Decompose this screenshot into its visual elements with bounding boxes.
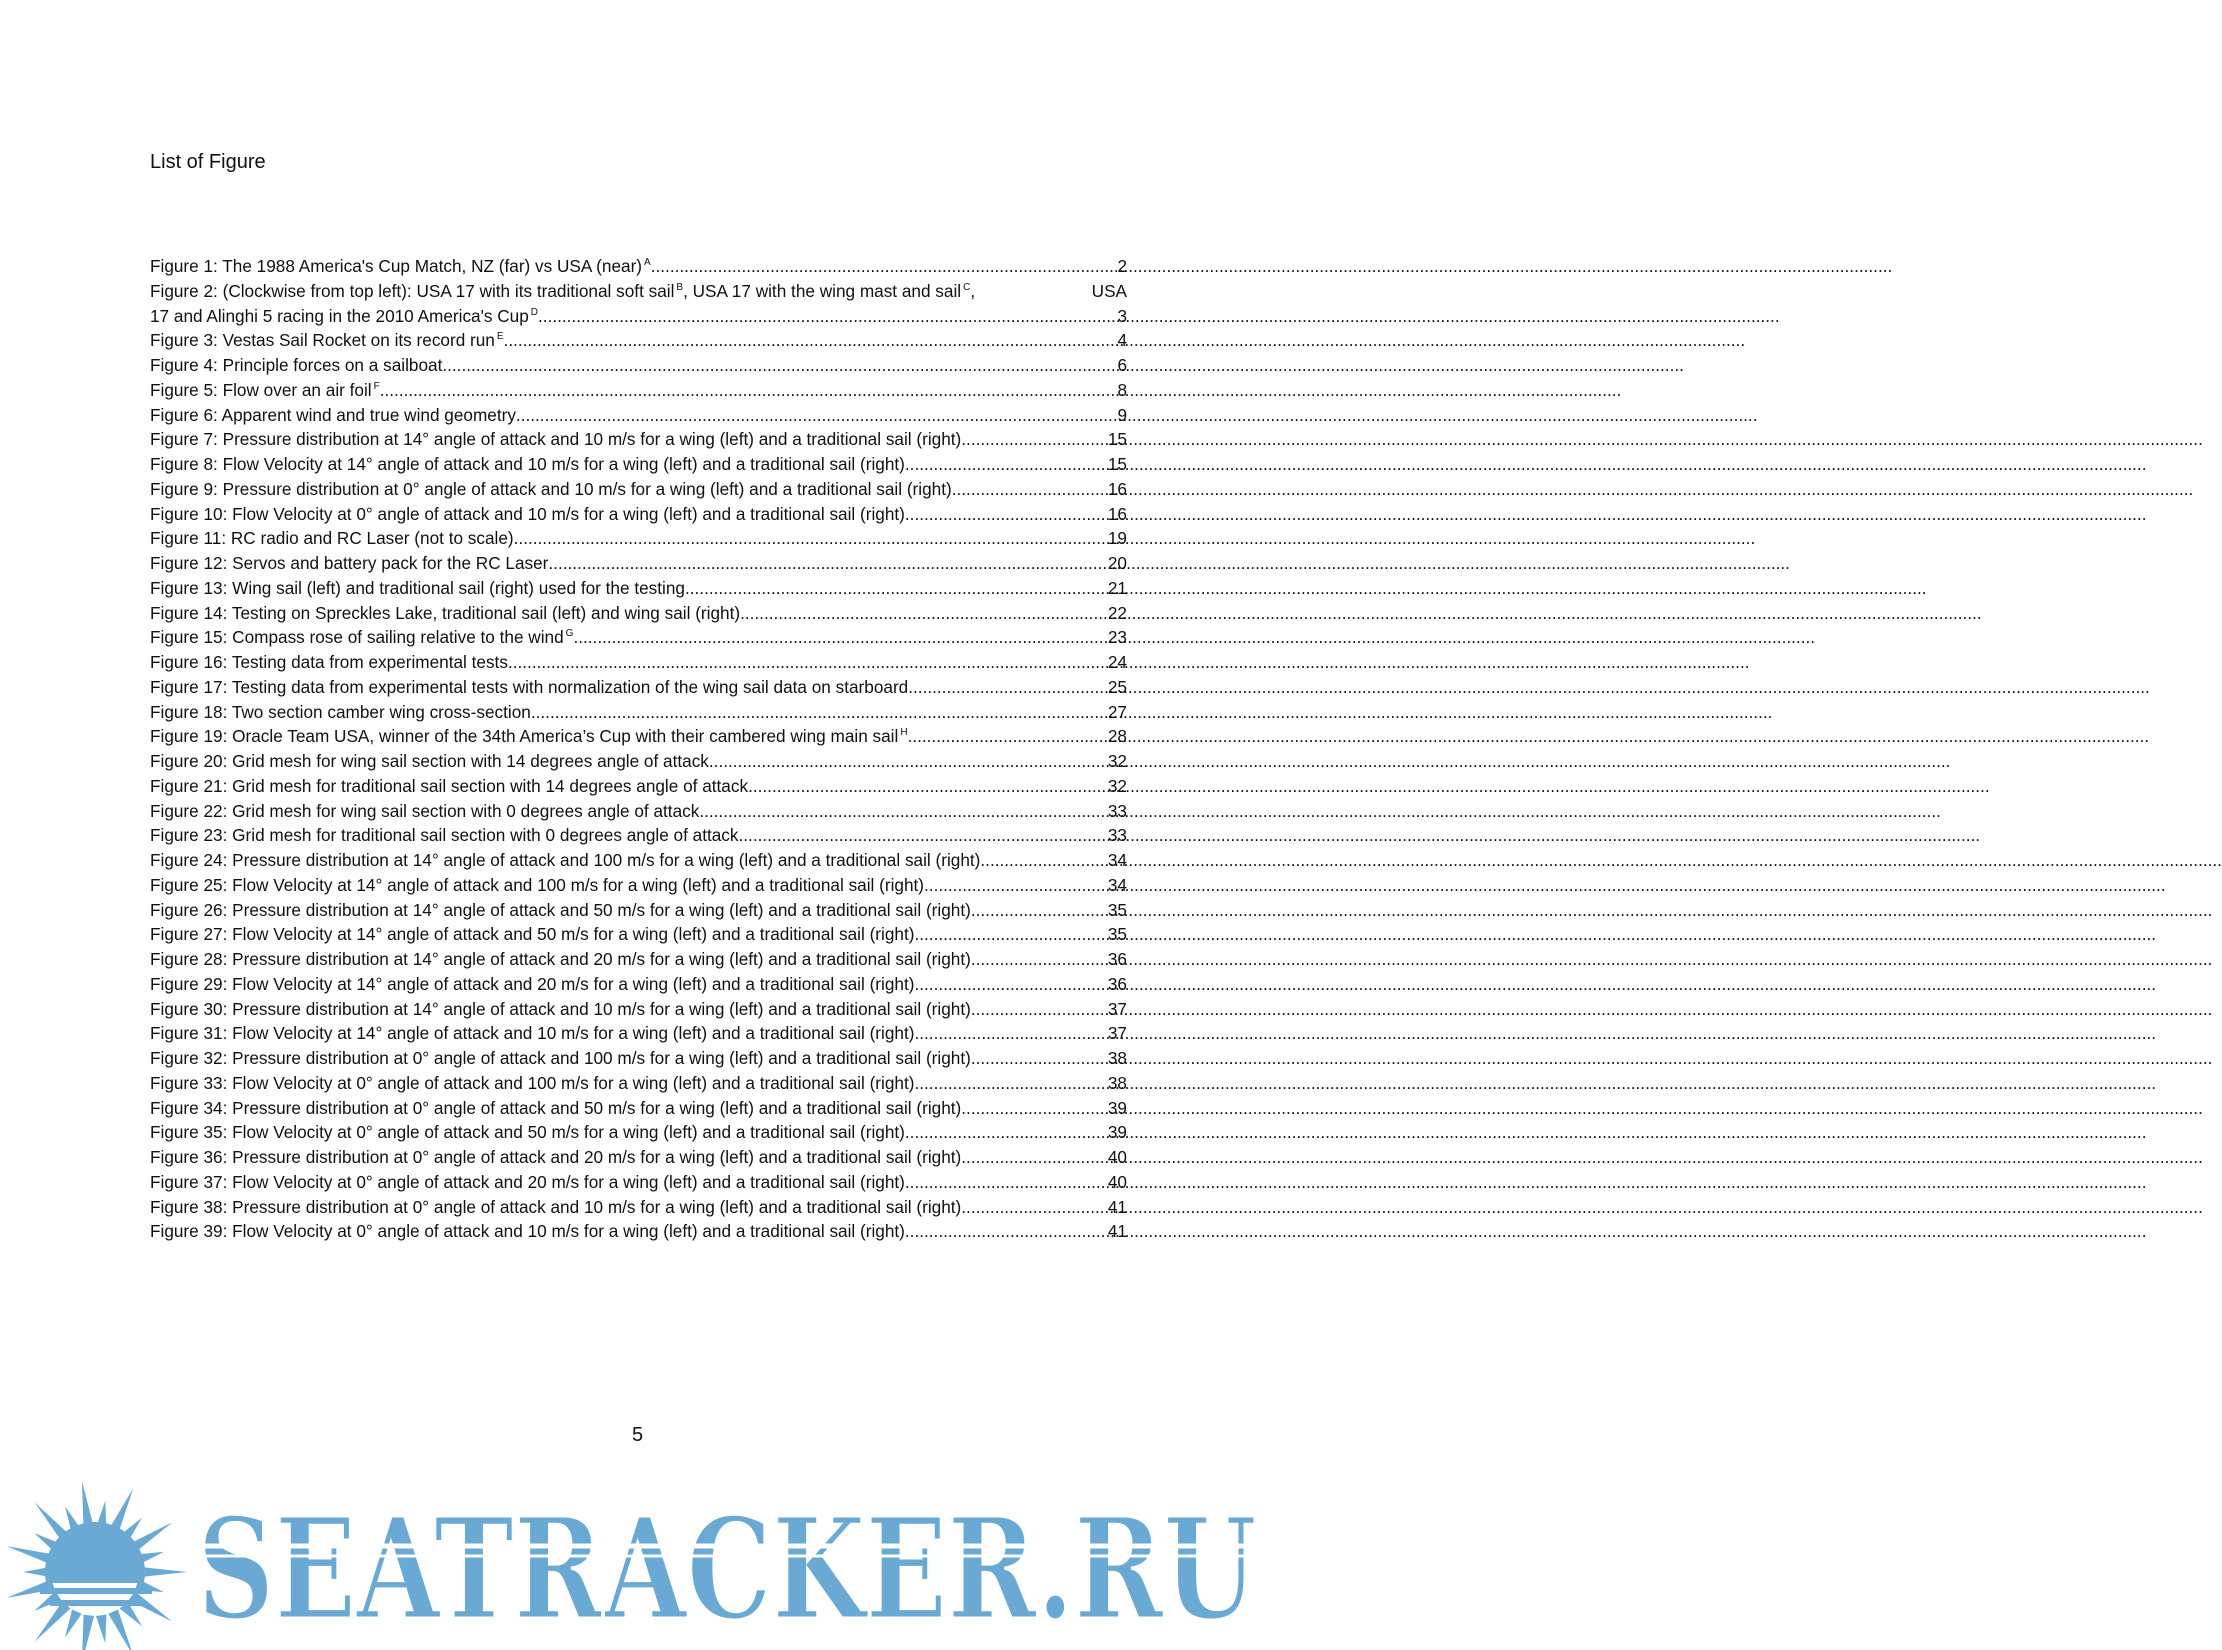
dot-leader bbox=[748, 774, 1108, 799]
dot-leader bbox=[961, 1195, 1108, 1220]
dot-leader bbox=[908, 724, 1108, 749]
sun-ray bbox=[96, 1614, 106, 1643]
entry-page: 37 bbox=[1107, 1023, 1127, 1044]
entry-text: Figure 6: Apparent wind and true wind geometry bbox=[150, 404, 516, 425]
dot-leader bbox=[573, 625, 1107, 650]
toc-entry[interactable] bbox=[150, 972, 1127, 997]
entry-text: Figure 15: Compass rose of sailing relative to the wind bbox=[150, 627, 564, 648]
entry-page: 35 bbox=[1107, 899, 1127, 920]
entry-page: 39 bbox=[1107, 1122, 1127, 1143]
entry-page: 39 bbox=[1107, 1097, 1127, 1118]
toc-entry[interactable] bbox=[150, 1120, 1127, 1145]
toc-entry[interactable] bbox=[150, 799, 1127, 824]
entry-text: Figure 38: Pressure distribution at 0° angle of attack and 10 m/s for a wing (left) and a traditional sail (right) bbox=[150, 1196, 962, 1217]
dot-leader bbox=[651, 254, 1118, 279]
dot-leader bbox=[709, 749, 1108, 774]
entry-text: USA bbox=[1091, 280, 1127, 301]
entry-page: 19 bbox=[1107, 528, 1127, 549]
toc-entry[interactable] bbox=[150, 353, 1127, 378]
dot-leader bbox=[442, 353, 1117, 378]
toc-entry[interactable] bbox=[150, 526, 1127, 551]
entry-text: Figure 33: Flow Velocity at 0° angle of attack and 100 m/s for a wing (left) and a traditional sail (right) bbox=[150, 1072, 915, 1093]
entry-text: Figure 19: Oracle Team USA, winner of the 34th America’s Cup with their cambered wing main sail bbox=[150, 726, 899, 747]
dot-leader bbox=[685, 576, 1108, 601]
dot-leader bbox=[504, 328, 1118, 353]
dot-leader bbox=[739, 823, 1108, 848]
entry-citation: G bbox=[565, 628, 574, 640]
toc-entry[interactable] bbox=[150, 403, 1127, 428]
dot-leader bbox=[914, 1021, 1107, 1046]
dot-leader bbox=[971, 997, 1108, 1022]
entry-text: Figure 11: RC radio and RC Laser (not to scale) bbox=[150, 528, 514, 549]
entry-citation: A bbox=[644, 257, 651, 268]
toc-entry[interactable] bbox=[150, 650, 1127, 675]
toc-entry[interactable] bbox=[150, 576, 1127, 601]
toc-entry[interactable] bbox=[150, 477, 1127, 502]
entry-text: Figure 26: Pressure distribution at 14° angle of attack and 50 m/s for a wing (left) and a traditional sail (right) bbox=[150, 899, 971, 920]
entry-text: Figure 1: The 1988 America's Cup Match, NZ (far) vs USA (near) bbox=[150, 256, 643, 276]
dot-leader bbox=[699, 799, 1108, 824]
entry-page: 38 bbox=[1107, 1048, 1127, 1068]
toc-entry[interactable] bbox=[150, 1219, 1127, 1244]
toc-entry[interactable] bbox=[150, 1170, 1127, 1195]
entry-text: Figure 13: Wing sail (left) and traditional sail (right) used for the testing bbox=[150, 577, 685, 598]
toc-entry[interactable] bbox=[150, 502, 1127, 527]
entry-page: 32 bbox=[1107, 751, 1127, 771]
entry-text: Figure 16: Testing data from experimental tests bbox=[150, 652, 508, 672]
entry-text: Figure 34: Pressure distribution at 0° angle of attack and 50 m/s for a wing (left) and a traditional sail (right) bbox=[150, 1097, 962, 1118]
dot-leader bbox=[971, 1046, 1108, 1071]
entry-page: 41 bbox=[1107, 1196, 1127, 1217]
entry-page: 32 bbox=[1107, 775, 1127, 796]
entry-citation: C bbox=[963, 281, 971, 293]
entry-page: 16 bbox=[1107, 478, 1127, 499]
entry-text: Figure 23: Grid mesh for traditional sail section with 0 degrees angle of attack bbox=[150, 825, 739, 846]
dot-leader bbox=[980, 848, 1107, 873]
toc-entry[interactable] bbox=[150, 724, 1127, 749]
entry-page: 20 bbox=[1107, 553, 1127, 573]
toc-entry[interactable] bbox=[150, 1096, 1127, 1121]
entry-page: 4 bbox=[1117, 330, 1127, 351]
toc-entry[interactable] bbox=[150, 848, 1127, 873]
entry-page: 2 bbox=[1117, 256, 1127, 276]
toc-entry[interactable] bbox=[150, 1071, 1127, 1096]
entry-page: 34 bbox=[1107, 874, 1127, 895]
toc-entry[interactable] bbox=[150, 1021, 1127, 1046]
sun-ray bbox=[139, 1567, 187, 1578]
entry-text: , bbox=[970, 280, 976, 301]
dot-leader bbox=[905, 1219, 1108, 1244]
entry-page: 28 bbox=[1107, 726, 1127, 747]
toc-entry[interactable] bbox=[150, 254, 1127, 279]
sun-horizon-line bbox=[40, 1588, 152, 1594]
entry-text: Figure 17: Testing data from experimental tests with normalization of the wing sail data on starboard bbox=[150, 676, 909, 697]
dot-leader bbox=[971, 898, 1108, 923]
entry-citation: F bbox=[373, 380, 380, 392]
entry-page: 15 bbox=[1107, 454, 1127, 474]
toc-entry[interactable] bbox=[150, 873, 1127, 898]
entry-text: Figure 35: Flow Velocity at 0° angle of attack and 50 m/s for a wing (left) and a traditional sail (right) bbox=[150, 1122, 905, 1143]
entry-text: Figure 32: Pressure distribution at 0° angle of attack and 100 m/s for a wing (left) and a traditional sail (right) bbox=[150, 1048, 971, 1068]
entry-page: 33 bbox=[1107, 825, 1127, 846]
entry-text: Figure 5: Flow over an air foil bbox=[150, 379, 372, 400]
dot-leader bbox=[508, 650, 1108, 675]
entry-text: Figure 24: Pressure distribution at 14° angle of attack and 100 m/s for a wing (left) and a traditional sail (right) bbox=[150, 850, 981, 870]
toc-entry[interactable] bbox=[150, 378, 1127, 403]
entry-page: 16 bbox=[1107, 503, 1127, 524]
entry-page: 40 bbox=[1107, 1147, 1127, 1167]
toc-entry[interactable] bbox=[150, 1195, 1127, 1220]
toc-entry[interactable] bbox=[150, 823, 1127, 848]
entry-citation: E bbox=[496, 331, 504, 343]
dot-leader bbox=[961, 1145, 1108, 1170]
toc-entry[interactable] bbox=[150, 774, 1127, 799]
sun-icon bbox=[7, 1481, 187, 1650]
toc-entry[interactable] bbox=[150, 997, 1127, 1022]
entry-page: 21 bbox=[1107, 577, 1127, 598]
entry-text: Figure 39: Flow Velocity at 0° angle of attack and 10 m/s for a wing (left) and a traditional sail (right) bbox=[150, 1221, 905, 1242]
toc-entry[interactable] bbox=[150, 922, 1127, 947]
page-title: List of Figure bbox=[150, 151, 266, 173]
entry-text: Figure 30: Pressure distribution at 14° angle of attack and 10 m/s for a wing (left) and a traditional sail (right) bbox=[150, 998, 971, 1019]
entry-text: Figure 21: Grid mesh for traditional sail section with 14 degrees angle of attack bbox=[150, 775, 749, 796]
dot-leader bbox=[914, 922, 1107, 947]
entry-page: 34 bbox=[1107, 850, 1127, 870]
entry-text: Figure 27: Flow Velocity at 14° angle of attack and 50 m/s for a wing (left) and a traditional sail (right) bbox=[150, 924, 915, 945]
dot-leader bbox=[740, 601, 1108, 626]
dot-leader bbox=[924, 873, 1108, 898]
entry-page: 23 bbox=[1107, 627, 1127, 648]
entry-page: 24 bbox=[1107, 652, 1127, 672]
entry-text: Figure 18: Two section camber wing cross-section bbox=[150, 701, 531, 722]
figure-list bbox=[150, 254, 1127, 1244]
dot-leader bbox=[905, 502, 1108, 527]
entry-text: Figure 4: Principle forces on a sailboat bbox=[150, 355, 443, 375]
toc-entry[interactable] bbox=[150, 279, 1127, 329]
dot-leader bbox=[961, 427, 1108, 452]
entry-text: Figure 37: Flow Velocity at 0° angle of attack and 20 m/s for a wing (left) and a traditional sail (right) bbox=[150, 1171, 905, 1192]
entry-page: 3 bbox=[1117, 305, 1127, 326]
dot-leader bbox=[905, 1170, 1108, 1195]
dot-leader bbox=[971, 947, 1108, 972]
toc-entry[interactable] bbox=[150, 625, 1127, 650]
toc-entry[interactable] bbox=[150, 1046, 1127, 1071]
entry-page: 40 bbox=[1107, 1171, 1127, 1192]
entry-page: 8 bbox=[1117, 379, 1127, 400]
entry-page: 36 bbox=[1107, 973, 1127, 994]
dot-leader bbox=[914, 972, 1107, 997]
entry-text: 17 and Alinghi 5 racing in the 2010 America's Cup bbox=[150, 305, 529, 326]
entry-page: 35 bbox=[1107, 924, 1127, 945]
toc-entry[interactable] bbox=[150, 551, 1127, 576]
dot-leader bbox=[952, 477, 1108, 502]
dot-leader bbox=[908, 675, 1108, 700]
entry-text: Figure 28: Pressure distribution at 14° angle of attack and 20 m/s for a wing (left) and a traditional sail (right) bbox=[150, 949, 971, 969]
sun-horizon-line bbox=[50, 1600, 142, 1606]
entry-page: 27 bbox=[1107, 701, 1127, 722]
entry-text: , USA 17 with the wing mast and sail bbox=[683, 280, 962, 301]
entry-page: 38 bbox=[1107, 1072, 1127, 1093]
dot-leader bbox=[380, 378, 1118, 403]
toc-entry[interactable] bbox=[150, 675, 1127, 700]
entry-citation: B bbox=[676, 281, 684, 293]
entry-page: 37 bbox=[1107, 998, 1127, 1019]
sun-ray bbox=[65, 1610, 82, 1638]
entry-page: 22 bbox=[1107, 602, 1127, 623]
dot-leader bbox=[516, 403, 1118, 428]
entry-page: 41 bbox=[1107, 1221, 1127, 1242]
watermark-text: SEATRACKER.RU bbox=[197, 1488, 1257, 1650]
toc-entry[interactable] bbox=[150, 427, 1127, 452]
toc-entry[interactable] bbox=[150, 1145, 1127, 1170]
entry-text: Figure 31: Flow Velocity at 14° angle of attack and 10 m/s for a wing (left) and a traditional sail (right) bbox=[150, 1023, 915, 1044]
entry-page: 33 bbox=[1107, 800, 1127, 821]
entry-text: Figure 10: Flow Velocity at 0° angle of attack and 10 m/s for a wing (left) and a traditional sail (right) bbox=[150, 503, 905, 524]
entry-text: Figure 12: Servos and battery pack for the RC Laser bbox=[150, 553, 549, 573]
toc-entry[interactable] bbox=[150, 947, 1127, 972]
entry-text: Figure 29: Flow Velocity at 14° angle of attack and 20 m/s for a wing (left) and a traditional sail (right) bbox=[150, 973, 915, 994]
dot-leader bbox=[514, 526, 1108, 551]
dot-leader bbox=[531, 700, 1108, 725]
entry-text: Figure 36: Pressure distribution at 0° angle of attack and 20 m/s for a wing (left) and a traditional sail (right) bbox=[150, 1147, 962, 1167]
toc-entry[interactable] bbox=[150, 601, 1127, 626]
entry-citation: H bbox=[900, 727, 908, 739]
page-number: 5 bbox=[631, 1424, 644, 1446]
toc-entry[interactable] bbox=[150, 452, 1127, 477]
entry-page: 36 bbox=[1107, 949, 1127, 969]
entry-citation: D bbox=[530, 306, 539, 318]
dot-leader bbox=[905, 1120, 1108, 1145]
entry-text: Figure 3: Vestas Sail Rocket on its record run bbox=[150, 330, 495, 351]
entry-text: Figure 9: Pressure distribution at 0° angle of attack and 10 m/s for a wing (left) and a traditional sail (right) bbox=[150, 478, 952, 499]
toc-entry[interactable] bbox=[150, 898, 1127, 923]
dot-leader bbox=[538, 304, 1117, 329]
toc-entry[interactable] bbox=[150, 700, 1127, 725]
entry-page: 6 bbox=[1117, 355, 1127, 375]
dot-leader bbox=[905, 452, 1108, 477]
dot-leader bbox=[961, 1096, 1108, 1121]
entry-text: Figure 25: Flow Velocity at 14° angle of attack and 100 m/s for a wing (left) and a traditional sail (right) bbox=[150, 874, 925, 895]
toc-entry[interactable] bbox=[150, 328, 1127, 353]
entry-page: 9 bbox=[1117, 404, 1127, 425]
entry-page: 15 bbox=[1107, 429, 1127, 450]
entry-text: Figure 22: Grid mesh for wing sail section with 0 degrees angle of attack bbox=[150, 800, 700, 821]
toc-entry[interactable] bbox=[150, 749, 1127, 774]
entry-text: Figure 7: Pressure distribution at 14° angle of attack and 10 m/s for a wing (left) and a traditional sail (right) bbox=[150, 429, 962, 450]
sun-ray bbox=[82, 1614, 94, 1650]
dot-leader bbox=[548, 551, 1107, 576]
seatracker-watermark bbox=[0, 1460, 1275, 1650]
entry-text: Figure 14: Testing on Spreckles Lake, traditional sail (left) and wing sail (right) bbox=[150, 602, 741, 623]
entry-text: Figure 8: Flow Velocity at 14° angle of attack and 10 m/s for a wing (left) and a traditional sail (right) bbox=[150, 454, 905, 474]
entry-page: 25 bbox=[1107, 676, 1127, 697]
dot-leader bbox=[914, 1071, 1107, 1096]
entry-text: Figure 2: (Clockwise from top left): USA 17 with its traditional soft sail bbox=[150, 280, 675, 301]
entry-text: Figure 20: Grid mesh for wing sail section with 14 degrees angle of attack bbox=[150, 751, 709, 771]
